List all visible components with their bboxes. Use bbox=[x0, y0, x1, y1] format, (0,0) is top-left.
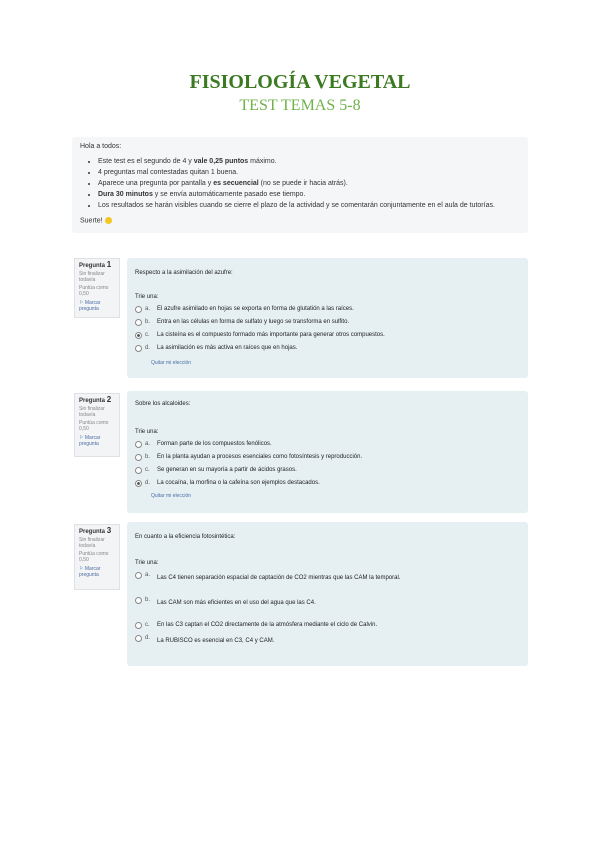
answer-option[interactable]: d. La RUBISCO es esencial en C3, C4 y CAM. bbox=[135, 635, 520, 644]
radio-button[interactable] bbox=[135, 635, 142, 642]
page-subtitle: TEST TEMAS 5-8 bbox=[239, 97, 361, 114]
question-number: Pregunta 2 bbox=[79, 395, 112, 404]
question-content bbox=[127, 258, 528, 378]
question-number: Pregunta 1 bbox=[79, 260, 112, 269]
clear-choice-link[interactable]: Quitar mi elección bbox=[151, 493, 192, 499]
answer-prompt: Trie una: bbox=[135, 560, 159, 566]
question-status: Sin finalizar todavía bbox=[79, 406, 105, 418]
answer-option[interactable]: b. Entra en las células en forma de sulfato y luego se transforma en sulfito. bbox=[135, 319, 520, 326]
list-item: • 4 preguntas mal contestadas quitan 1 buena. bbox=[98, 167, 520, 178]
answer-option[interactable]: c. La cisteína es el compuesto formado más importante para generar otros compuestos. bbox=[135, 332, 520, 339]
instructions-list bbox=[80, 156, 520, 211]
question-status: Sin finalizar todavía bbox=[79, 537, 105, 549]
closing-text: Suerte! bbox=[80, 217, 520, 224]
flag-question-link[interactable]: ⚐ Marcar pregunta bbox=[79, 300, 101, 312]
question-points: Puntúa como 0,50 bbox=[79, 420, 109, 432]
answer-option[interactable]: a. Las C4 tienen separación espacial de captación de CO2 mientras que las CAM la temporal. bbox=[135, 572, 520, 581]
question-info bbox=[74, 258, 120, 318]
radio-button[interactable] bbox=[135, 306, 142, 313]
page-title: FISIOLOGÍA VEGETAL bbox=[189, 71, 411, 93]
list-item: • Aparece una pregunta por pantalla y es secuencial (no se puede ir hacia atrás). bbox=[98, 178, 520, 189]
answer-prompt: Trie una: bbox=[135, 294, 159, 300]
greeting: Hola a todos: bbox=[80, 143, 122, 150]
answer-option[interactable]: b. Las CAM son más eficientes en el uso del agua que las C4. bbox=[135, 597, 520, 606]
question-text: Respecto a la asimilación del azufre: bbox=[135, 270, 233, 276]
question-content bbox=[127, 522, 528, 666]
flag-question-link[interactable]: ⚐ Marcar pregunta bbox=[79, 435, 101, 447]
question-points: Puntúa como 0,50 bbox=[79, 551, 109, 563]
radio-button[interactable] bbox=[135, 441, 142, 448]
flag-question-link[interactable]: ⚐ Marcar pregunta bbox=[79, 566, 101, 578]
list-item: • Los resultados se harán visibles cuando se cierre el plazo de la actividad y se comentarán conjuntamente en el aula de tutorías. bbox=[98, 200, 520, 211]
answer-option[interactable]: a. El azufre asimilado en hojas se exporta en forma de glutatión a las raíces. bbox=[135, 306, 520, 313]
smile-icon bbox=[105, 217, 112, 224]
answer-option[interactable]: a. Forman parte de los compuestos fenólicos. bbox=[135, 441, 520, 448]
answer-option[interactable]: d. La asimilación es más activa en raíces que en hojas. bbox=[135, 345, 520, 352]
question-text: Sobre los alcaloides: bbox=[135, 401, 191, 407]
radio-button[interactable] bbox=[135, 597, 142, 604]
radio-button[interactable] bbox=[135, 319, 142, 326]
list-item: • Dura 30 minutos y se envía automáticamente pasado ese tiempo. bbox=[98, 189, 520, 200]
instructions-panel bbox=[72, 137, 528, 233]
question-status: Sin finalizar todavía bbox=[79, 271, 105, 283]
radio-button[interactable] bbox=[135, 622, 142, 629]
list-item: • Este test es el segundo de 4 y vale 0,25 puntos máximo. bbox=[98, 156, 520, 167]
answer-prompt: Trie una: bbox=[135, 429, 159, 435]
answer-option[interactable]: b. En la planta ayudan a procesos esenciales como fotosíntesis y reproducción. bbox=[135, 454, 520, 461]
radio-button-selected[interactable] bbox=[135, 480, 142, 487]
radio-button[interactable] bbox=[135, 454, 142, 461]
question-points: Puntúa como 0,50 bbox=[79, 285, 109, 297]
answer-option[interactable]: c. En las C3 captan el CO2 directamente de la atmósfera mediante el ciclo de Calvin. bbox=[135, 622, 520, 629]
question-text: En cuanto a la eficiencia fotosintética: bbox=[135, 534, 236, 540]
question-info bbox=[74, 524, 120, 590]
question-info bbox=[74, 393, 120, 457]
answer-option[interactable]: d. La cocaína, la morfina o la cafeína son ejemplos destacados. bbox=[135, 480, 520, 487]
question-content bbox=[127, 391, 528, 513]
question-number: Pregunta 3 bbox=[79, 526, 112, 535]
radio-button[interactable] bbox=[135, 572, 142, 579]
radio-button[interactable] bbox=[135, 467, 142, 474]
answer-option[interactable]: c. Se generan en su mayoría a partir de ácidos grasos. bbox=[135, 467, 520, 474]
radio-button-selected[interactable] bbox=[135, 332, 142, 339]
radio-button[interactable] bbox=[135, 345, 142, 352]
clear-choice-link[interactable]: Quitar mi elección bbox=[151, 360, 192, 366]
